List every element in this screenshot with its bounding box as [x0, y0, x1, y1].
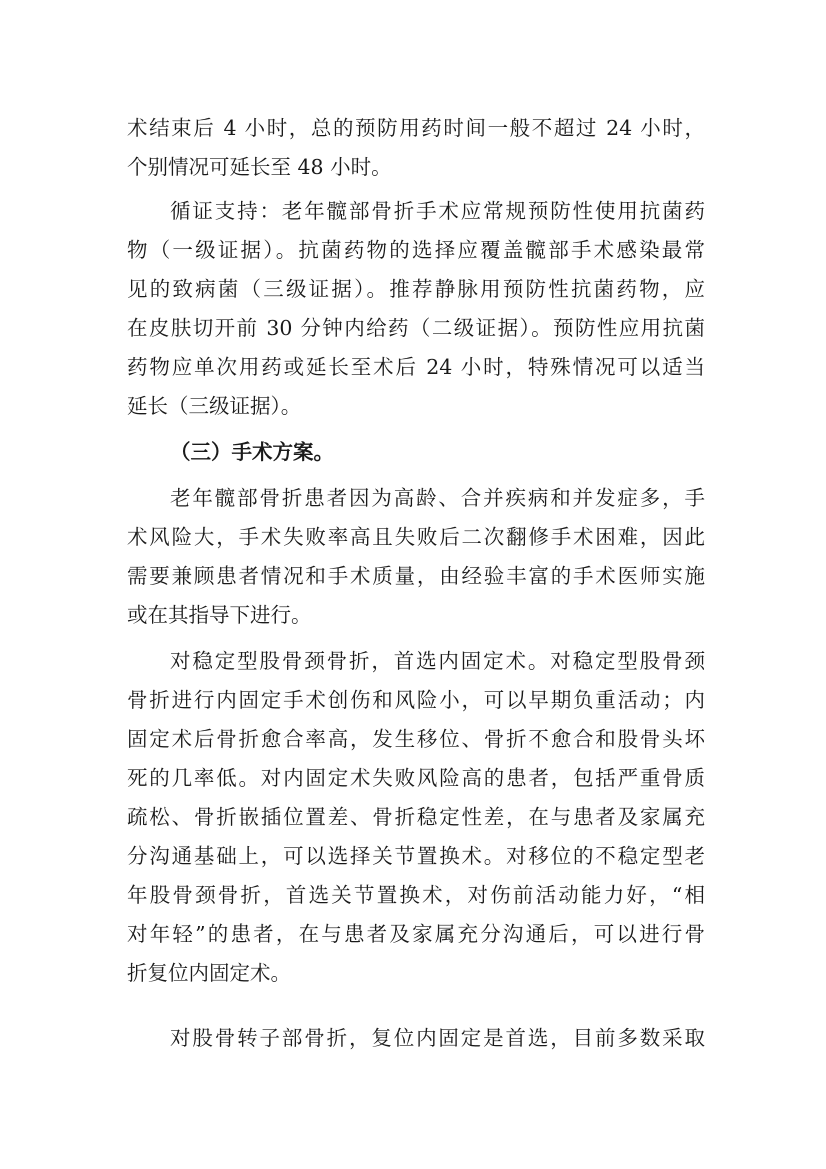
text-line: 在皮肤切开前 30 分钟内给药（二级证据）。预防性应用抗菌: [127, 316, 705, 340]
text-line: 术结束后 4 小时，总的预防用药时间一般不超过 24 小时，: [127, 116, 705, 140]
text-line: 需要兼顾患者情况和手术质量，由经验丰富的手术医师实施: [127, 564, 705, 588]
text-line: 或在其指导下进行。: [127, 603, 312, 627]
text-line: 延长（三级证据）。: [127, 394, 302, 418]
text-line: 折复位内固定术。: [127, 961, 291, 985]
text-line: 个别情况可延长至 48 小时。: [127, 155, 392, 179]
text-line: 见的致病菌（三级证据）。推荐静脉用预防性抗菌药物，应: [127, 277, 705, 301]
text-line: 药物应单次用药或延长至术后 24 小时，特殊情况可以适当: [127, 355, 705, 379]
text-line: 物（一级证据）。抗菌药物的选择应覆盖髋部手术感染最常: [127, 238, 705, 262]
text-line: 年股骨颈骨折，首选关节置换术，对伤前活动能力好，“相: [127, 883, 705, 907]
paragraph-start-line: 对股骨转子部骨折，复位内固定是首选，目前多数采取: [170, 1026, 705, 1050]
text-line: 对年轻”的患者，在与患者及家属充分沟通后，可以进行骨: [127, 922, 705, 946]
paragraph-start-line: 循证支持：老年髋部骨折手术应常规预防性使用抗菌药: [170, 199, 705, 223]
text-line: 骨折进行内固定手术创伤和风险小，可以早期负重活动；内: [127, 688, 705, 712]
paragraph-start-line: 对稳定型股骨颈骨折，首选内固定术。对稳定型股骨颈: [170, 649, 705, 673]
text-line: 死的几率低。对内固定术失败风险高的患者，包括严重骨质: [127, 766, 705, 790]
text-line: 术风险大，手术失败率高且失败后二次翻修手术困难，因此: [127, 525, 705, 549]
paragraph-start-line: 老年髋部骨折患者因为高龄、合并疾病和并发症多，手: [170, 486, 705, 510]
section-heading: （三）手术方案。: [170, 440, 334, 464]
text-line: 疏松、骨折嵌插位置差、骨折稳定性差，在与患者及家属充: [127, 805, 705, 829]
text-line: 分沟通基础上，可以选择关节置换术。对移位的不稳定型老: [127, 844, 705, 868]
text-line: 固定术后骨折愈合率高，发生移位、骨折不愈合和股骨头坏: [127, 727, 705, 751]
